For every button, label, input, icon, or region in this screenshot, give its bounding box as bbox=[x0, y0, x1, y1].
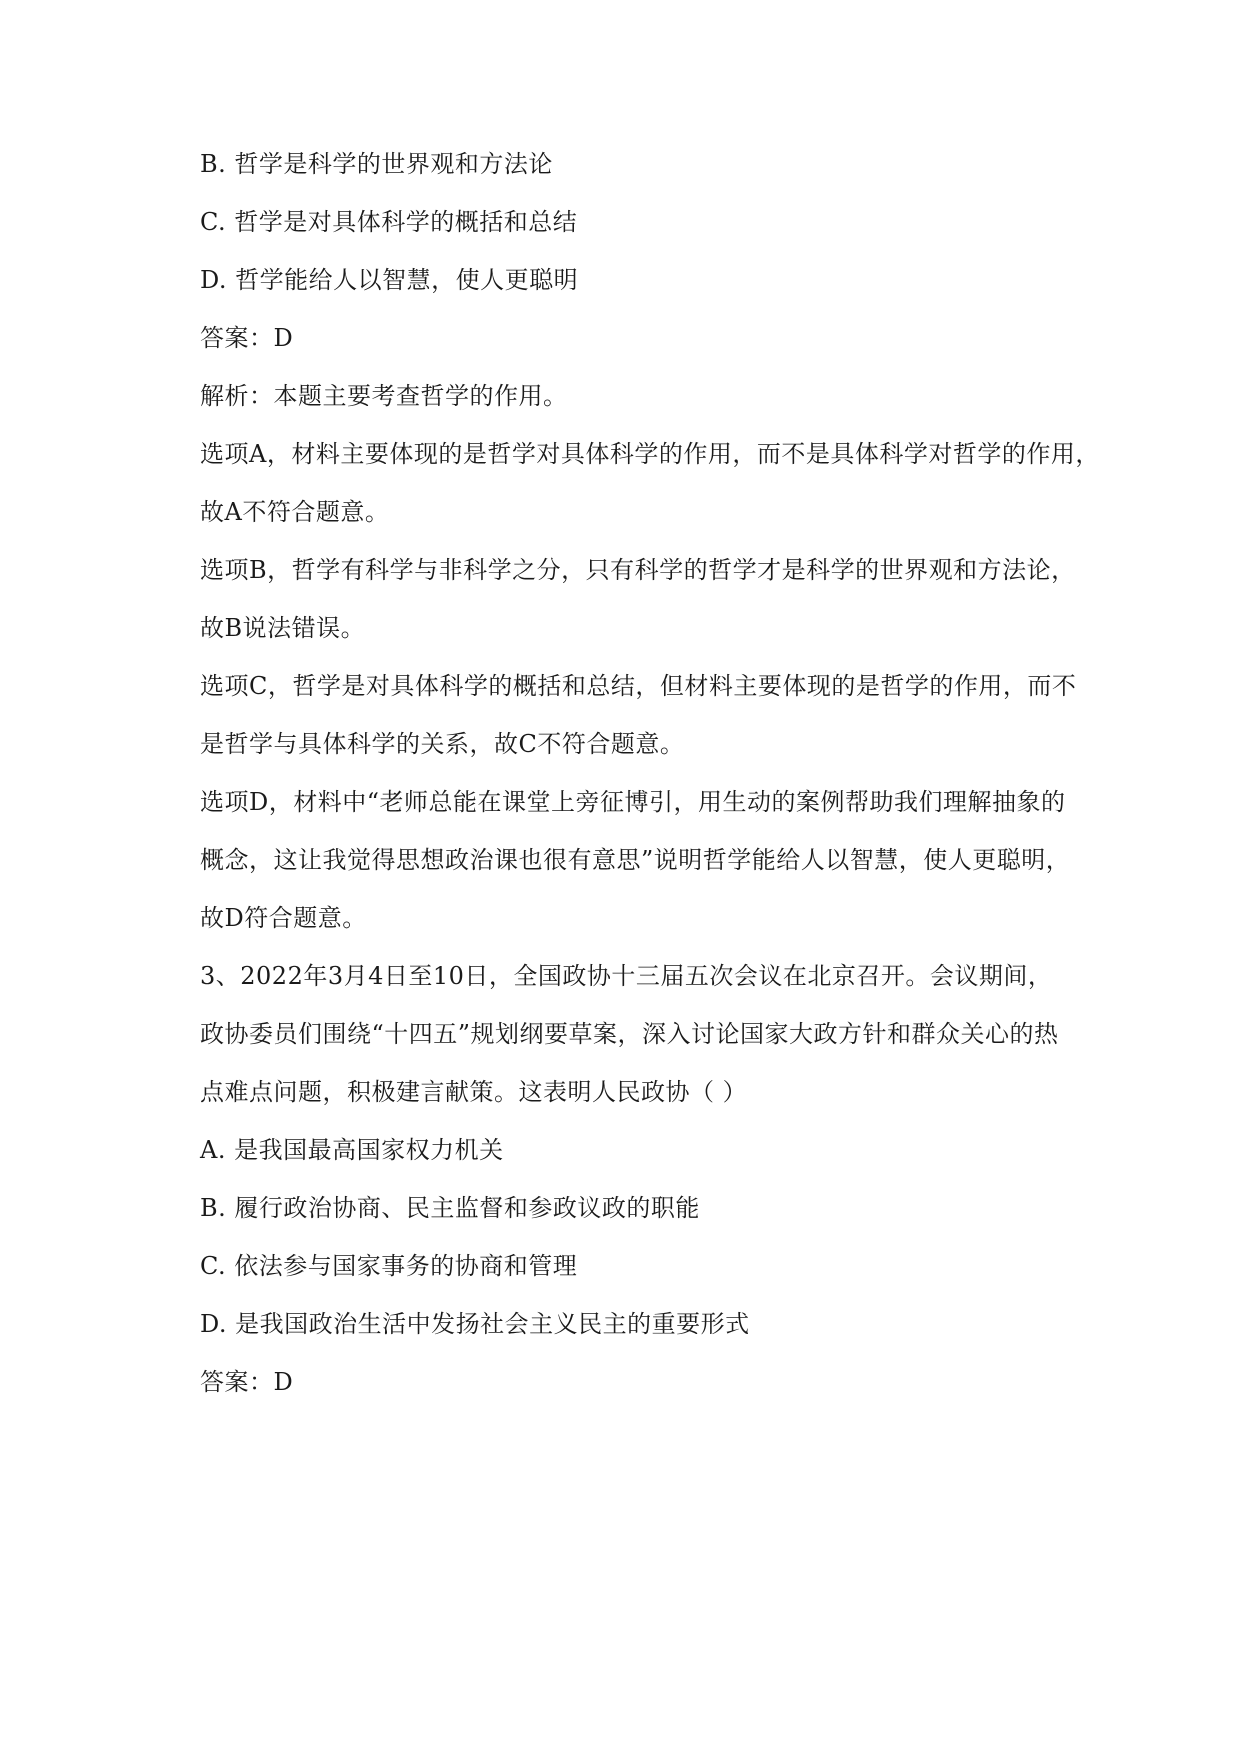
question-3-option-d: D. 是我国政治生活中发扬社会主义民主的重要形式 bbox=[200, 1310, 750, 1338]
explanation-a-line-2: 故A不符合题意。 bbox=[200, 498, 390, 526]
option-c-line: C. 哲学是对具体科学的概括和总结 bbox=[200, 208, 578, 236]
explanation-c-line-1: 选项C，哲学是对具体科学的概括和总结，但材料主要体现的是哲学的作用，而不 bbox=[200, 672, 1077, 700]
option-b-line: B. 哲学是科学的世界观和方法论 bbox=[200, 150, 553, 178]
question-3-answer: 答案：D bbox=[200, 1368, 294, 1396]
explanation-c-line-2: 是哲学与具体科学的关系，故C不符合题意。 bbox=[200, 730, 685, 758]
question-3-line-1: 3、2022年3月4日至10日，全国政协十三届五次会议在北京召开。会议期间， bbox=[200, 962, 1053, 990]
question-3-option-a: A. 是我国最高国家权力机关 bbox=[200, 1136, 504, 1164]
question-3-option-c: C. 依法参与国家事务的协商和管理 bbox=[200, 1252, 578, 1280]
explanation-b-line-2: 故B说法错误。 bbox=[200, 614, 366, 642]
explanation-d-line-2: 概念，这让我觉得思想政治课也很有意思”说明哲学能给人以智慧，使人更聪明， bbox=[200, 846, 1071, 874]
analysis-line: 解析：本题主要考查哲学的作用。 bbox=[200, 382, 568, 410]
question-3-line-3: 点难点问题，积极建言献策。这表明人民政协（ ） bbox=[200, 1078, 748, 1106]
explanation-d-line-1: 选项D，材料中“老师总能在课堂上旁征博引，用生动的案例帮助我们理解抽象的 bbox=[200, 788, 1066, 816]
explanation-a-line-1: 选项A，材料主要体现的是哲学对具体科学的作用，而不是具体科学对哲学的作用， bbox=[200, 440, 1100, 468]
answer-line: 答案：D bbox=[200, 324, 294, 352]
question-3-option-b: B. 履行政治协商、民主监督和参政议政的职能 bbox=[200, 1194, 700, 1222]
explanation-d-line-3: 故D符合题意。 bbox=[200, 904, 367, 932]
explanation-b-line-1: 选项B，哲学有科学与非科学之分，只有科学的哲学才是科学的世界观和方法论， bbox=[200, 556, 1076, 584]
option-d-line: D. 哲学能给人以智慧，使人更聪明 bbox=[200, 266, 579, 294]
question-3-line-2: 政协委员们围绕“十四五”规划纲要草案，深入讨论国家大政方针和群众关心的热 bbox=[200, 1020, 1059, 1048]
